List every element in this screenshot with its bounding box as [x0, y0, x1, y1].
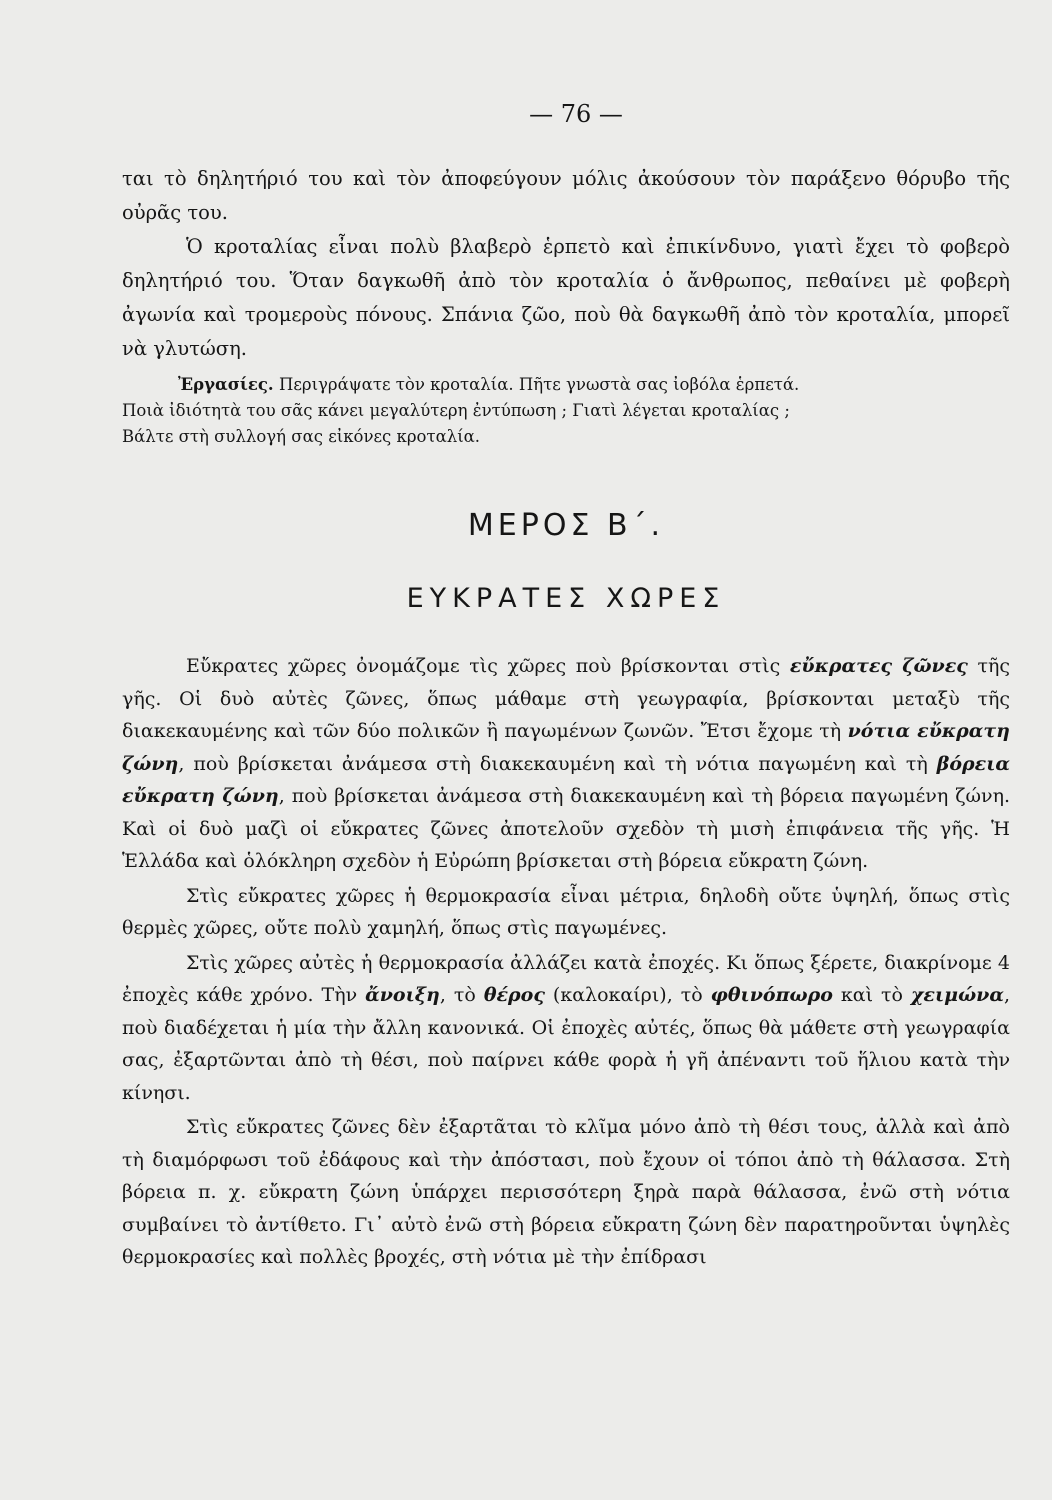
- exercises-label: Ἐργασίες.: [178, 375, 274, 394]
- p3-text-e: , ποὺ διαδέχεται ἡ μία τὴν ἄλλη κανονικά. Οἱ ἐποχὲς αὐτές, ὅπως θὰ μάθετε στὴ γεωγραφία σας, ἐξαρτῶνται ἀπὸ τὴ θέσι, ποὺ παίρνει κάθε φορὰ ἡ γῆ ἀπέναντι τοῦ ἥλιου κατὰ τὴν κίνησι.: [122, 984, 1011, 1104]
- p3-text-b: , τὸ: [439, 984, 476, 1006]
- p3-term-3: φθινόπωρο: [710, 984, 833, 1006]
- exercises-line-3: Βάλτε στὴ συλλογή σας εἰκόνες κροταλία.: [122, 427, 481, 446]
- p3-term-2: θέρος: [483, 984, 545, 1006]
- body-paragraph-3: [122, 947, 1010, 1110]
- intro-section: [122, 162, 1010, 366]
- exercises-line-1: [122, 372, 1010, 398]
- body-text: [122, 650, 1010, 1274]
- exercises-text-1: Περιγράψατε τὸν κροταλία. Πῆτε γνωστὰ σας ἰοβόλα ἑρπετά.: [278, 375, 800, 394]
- intro-paragraph-2: Ὁ κροταλίας εἶναι πολὺ βλαβερὸ ἑρπετὸ καὶ ἐπικίνδυνο, γιατὶ ἔχει τὸ φοβερὸ δηλητήριό του. Ὅταν δαγκωθῆ ἀπὸ τὸν κροταλία ὁ ἄνθρωπος, πεθαίνει μὲ φοβερὴ ἀγωνία καὶ τρομεροὺς πόνους. Σπάνια ζῶο, ποὺ θὰ δαγκωθῆ ἀπὸ τὸν κροταλία, μπορεῖ νὰ γλυτώση.: [122, 235, 1010, 360]
- p3-term-1: ἄνοιξη: [365, 984, 440, 1006]
- exercises-block: [122, 372, 1010, 450]
- body-paragraph-4: Στὶς εὔκρατες ζῶνες δὲν ἐξαρτᾶται τὸ κλῖμα μόνο ἀπὸ τὴ θέσι τους, ἀλλὰ καὶ ἀπὸ τὴ διαμόρφωσι τοῦ ἐδάφους καὶ τὴν ἀπόστασι, ποὺ ἔχουν οἱ τόποι ἀπὸ τὴ θάλασσα. Στὴ βόρεια π. χ. εὔκρατη ζώνη ὑπάρχει περισσότερη ξηρὰ παρὰ θάλασσα, ἐνῶ στὴ νότια συμβαίνει τὸ ἀντίθετο. Γι᾽ αὐτὸ ἐνῶ στὴ βόρεια εὔκρατη ζώνη δὲν παρατηροῦνται ὑψηλὲς θερμοκρασίες καὶ πολλὲς βροχές, στὴ νότια μὲ τὴν ἐπίδρασι: [122, 1116, 1010, 1268]
- intro-paragraph-1: ται τὸ δηλητήριό του καὶ τὸν ἀποφεύγουν μόλις ἀκούσουν τὸν παράξενο θόρυβο τῆς οὐρᾶς του.: [122, 167, 1010, 224]
- page-number: — 76 —: [529, 100, 623, 128]
- body-paragraph-1: [122, 650, 1010, 878]
- section-title: ΕΥΚΡΑΤΕΣ ΧΩΡΕΣ: [406, 583, 726, 614]
- p1-term-2: νότια εὔκρατη ζώνη: [122, 720, 1010, 775]
- p3-text-a: Στὶς χῶρες αὐτὲς ἡ θερμοκρασία ἀλλάζει κατὰ ἐποχές. Κι ὅπως ξέρετε, διακρίνομε 4 ἐποχὲς κάθε χρόνο. Τὴν: [122, 951, 1010, 1006]
- p1-text-c: , ποὺ βρίσκεται ἀνάμεσα στὴ διακεκαυμένη καὶ τὴ νότια παγωμένη καὶ τὴ: [178, 752, 928, 775]
- p1-term-1: εὔκρατες ζῶνες: [789, 655, 968, 677]
- exercises-line-2: Ποιὰ ἰδιότητὰ του σᾶς κάνει μεγαλύτερη ἐντύπωση ; Γιατὶ λέγεται κροταλίας ;: [122, 401, 790, 420]
- p1-text-a: Εὔκρατες χῶρες ὀνομάζομε τὶς χῶρες ποὺ βρίσκονται στὶς: [186, 655, 781, 677]
- p1-text-d: , ποὺ βρίσκεται ἀνάμεσα στὴ διακεκαυμένη καὶ τὴ βόρεια παγωμένη ζώνη. Καὶ οἱ δυὸ μαζὶ οἱ εὔκρατες ζῶνες ἀποτελοῦν σχεδὸν τὴ μισὴ ἐπιφάνεια τῆς γῆς. Ἡ Ἑλλάδα καὶ ὁλόκληρη σχεδὸν ἡ Εὐρώπη βρίσκεται στὴ βόρεια εὔκρατη ζώνη.: [122, 785, 1010, 872]
- p3-term-4: χειμώνα: [910, 984, 1004, 1006]
- p1-term-3: βόρεια εὔκρατη ζώνη: [122, 752, 1011, 807]
- body-paragraph-2: Στὶς εὔκρατες χῶρες ἡ θερμοκρασία εἶναι μέτρια, δηλοδὴ οὔτε ὑψηλή, ὅπως στὶς θερμὲς χῶρες, οὔτε πολὺ χαμηλή, ὅπως στὶς παγωμένες.: [122, 884, 1010, 939]
- part-title: ΜΕΡΟΣ Β΄.: [467, 508, 665, 543]
- p3-text-d: καὶ τὸ: [840, 984, 903, 1006]
- p3-text-c: (καλοκαίρι), τὸ: [552, 984, 703, 1006]
- p1-text-b: τῆς γῆς. Οἱ δυὸ αὐτὲς ζῶνες, ὅπως μάθαμε στὴ γεωγραφία, βρίσκονται μεταξὺ τῆς διακεκαυμένης καὶ τῶν δύο πολικῶν ἢ παγωμένων ζωνῶν. Ἔτσι ἔχομε τὴ: [122, 655, 1010, 742]
